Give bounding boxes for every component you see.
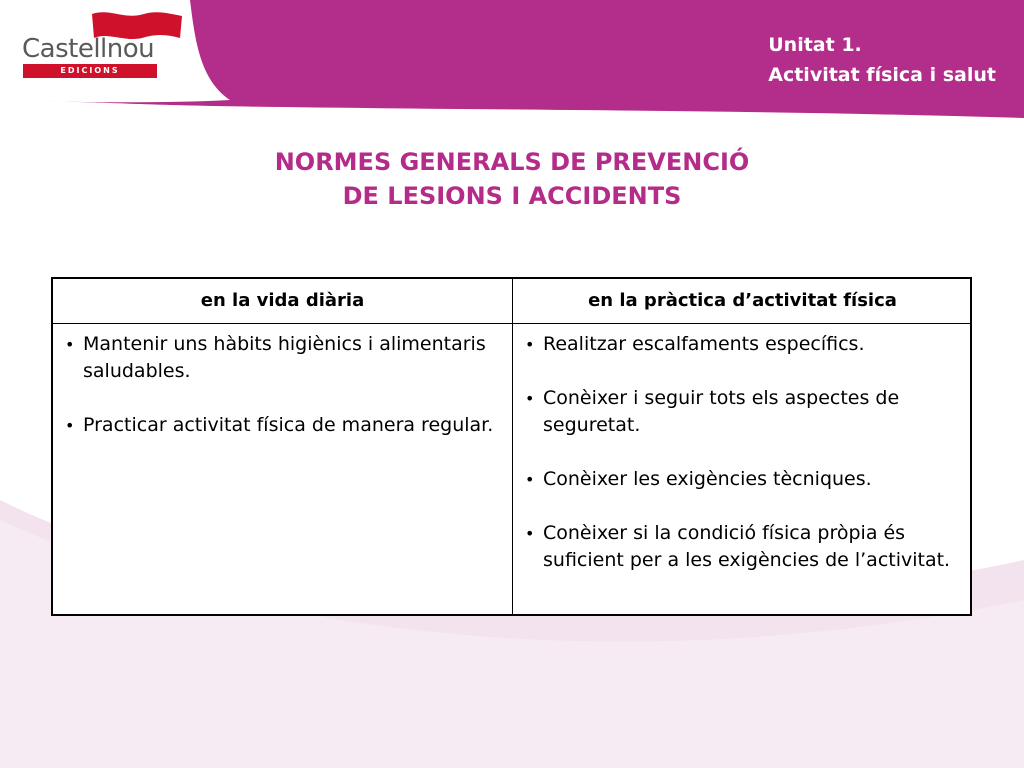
title-line-1: NORMES GENERALS DE PREVENCIÓ [274, 148, 750, 176]
page-title [0, 145, 1024, 213]
physical-activity-cell [521, 331, 961, 601]
prevention-table [51, 277, 972, 616]
list-item: • Mantenir uns hàbits higiènics i alimentaris saludables. [61, 331, 501, 385]
daily-life-cell [61, 331, 501, 466]
list-item: • Practicar activitat física de manera regular. [61, 412, 501, 439]
unit-info [768, 30, 996, 90]
list-item: • Conèixer les exigències tècniques. [521, 466, 961, 493]
header-divider [53, 323, 970, 324]
logo-wordmark: Castellnou [22, 34, 155, 64]
list-item: • Conèixer si la condició física pròpia és suficient per a les exigències de l’activitat. [521, 520, 961, 574]
header-daily-life: en la vida diària [200, 290, 365, 311]
list-item: • Realitzar escalfaments específics. [521, 331, 961, 358]
list-item: • Conèixer i seguir tots els aspectes de seguretat. [521, 385, 961, 439]
title-line-2: DE LESIONS I ACCIDENTS [342, 182, 682, 210]
header-physical-activity: en la pràctica d’activitat física [588, 290, 897, 311]
daily-life-list [61, 331, 501, 439]
unit-subject: Activitat física i salut [768, 64, 996, 86]
castellnou-logo[interactable] [20, 8, 165, 80]
unit-number: Unitat 1. [768, 34, 862, 56]
logo-subtitle: EDICIONS [23, 64, 157, 78]
column-divider [512, 279, 513, 614]
physical-activity-list [521, 331, 961, 574]
